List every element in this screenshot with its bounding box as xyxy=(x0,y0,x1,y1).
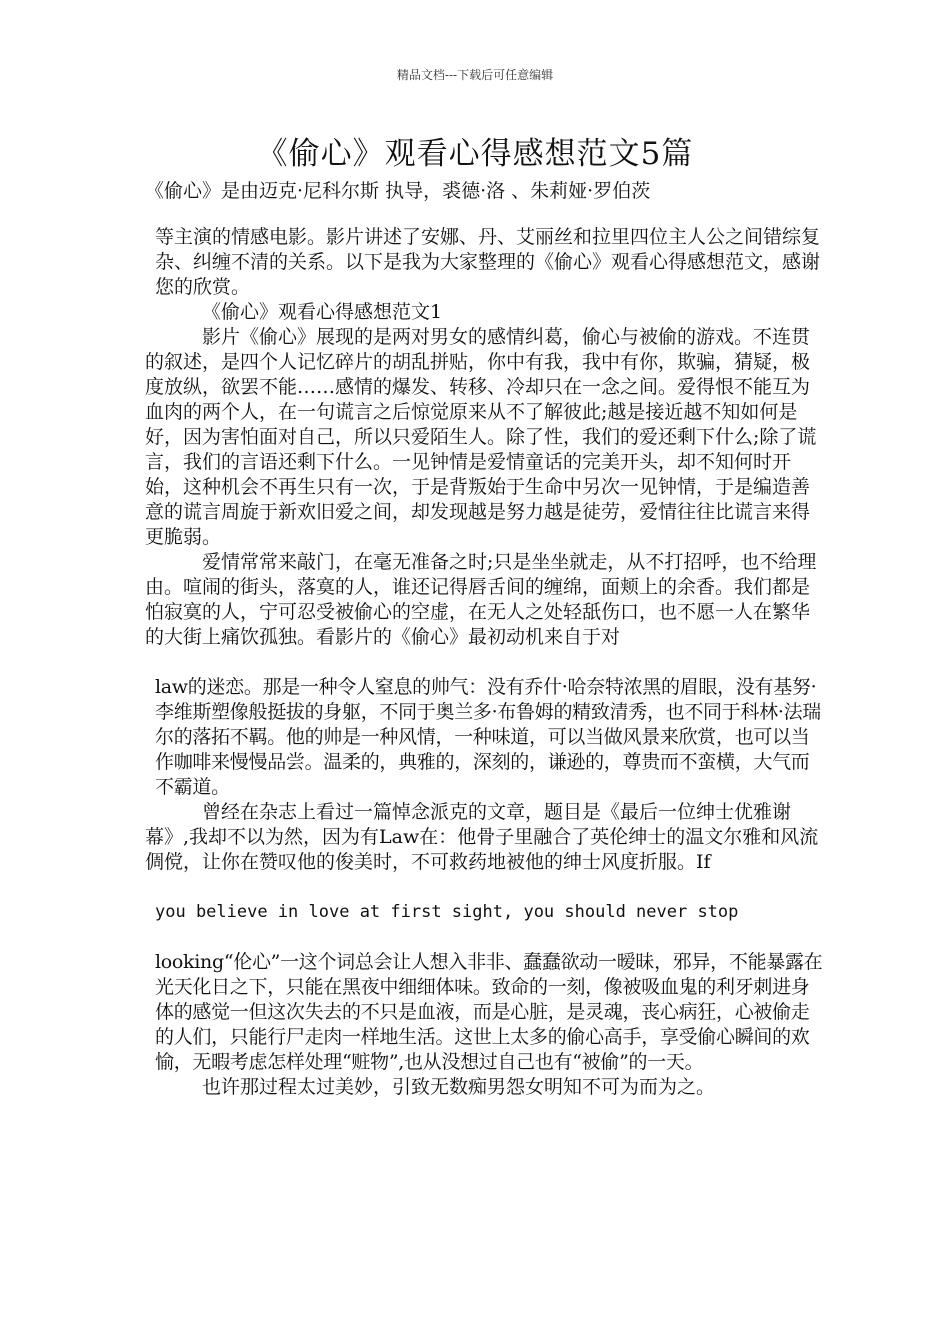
section-heading: 《偷心》观看心得感想范文1 xyxy=(202,301,443,323)
document-body xyxy=(145,225,825,1100)
page-header: 精品文档---下载后可任意编辑 xyxy=(396,68,554,82)
body-paragraph: looking“伦心”一这个词总会让人想入非非、蠢蠢欲动一暧昧，邪异，不能暴露在光天化日之下，只能在黑夜中细细体味。致命的一刻，像被吸血鬼的利牙刺进身体的感觉一但这次失去的不只是血液，而是心脏，是灵魂，丧心病狂，心被偷走的人们，只能行尸走肉一样地生活。这世上太多的偷心高手，享受偷心瞬间的欢愉，无暇考虑怎样处理“赃物”,也从没想过自己也有“被偷”的一天。 xyxy=(155,951,823,1073)
document-title: 《偷心》观看心得感想范文5篇 xyxy=(256,136,694,172)
body-paragraph: 爱情常常来敲门，在毫无准备之时;只是坐坐就走，从不打招呼，也不给理由。喧闹的街头，落寞的人，谁还记得唇舌间的缠绵，面颊上的余香。我们都是怕寂寞的人，宁可忍受被偷心的空虚，在无人之处轻舐伤口，也不愿一人在繁华的大街上痛饮孤独。看影片的《偷心》最初动机来自于对 xyxy=(145,551,817,648)
intro-paragraph: 等主演的情感电影。影片讲述了安娜、丹、艾丽丝和拉里四位主人公之间错综复杂、纠缠不清的关系。以下是我为大家整理的《偷心》观看心得感想范文，感谢您的欣赏。 xyxy=(155,226,821,298)
document-subtitle: 《偷心》是由迈克·尼科尔斯 执导，裘德·洛 、朱莉娅·罗伯茨 xyxy=(145,180,651,202)
body-paragraph: 曾经在杂志上看过一篇悼念派克的文章，题目是《最后一位绅士优雅谢幕》,我却不以为然，因为有Law在：他骨子里融合了英伦绅士的温文尔雅和风流倜傥，让你在赞叹他的俊美时，不可救药地被他的绅士风度折服。If xyxy=(145,801,819,873)
english-quote-line: you believe in love at first sight, you should never stop xyxy=(155,902,739,922)
body-paragraph: law的迷恋。那是一种令人窒息的帅气：没有乔什·哈奈特浓黑的眉眼，没有基努·李维斯塑像般挺拔的身躯，不同于奥兰多·布鲁姆的精致清秀，也不同于科林·法瑞尔的落拓不羁。他的帅是一种风情，一种味道，可以当做风景来欣赏，也可以当作咖啡来慢慢品尝。温柔的，典雅的，深刻的，谦逊的，尊贵而不蛮横，大气而不霸道。 xyxy=(155,676,821,798)
body-paragraph: 影片《偷心》展现的是两对男女的感情纠葛，偷心与被偷的游戏。不连贯的叙述，是四个人记忆碎片的胡乱拼贴，你中有我，我中有你，欺骗，猜疑，极度放纵，欲罢不能……感情的爆发、转移、冷却只在一念之间。爱得恨不能互为血肉的两个人，在一句谎言之后惊觉原来从不了解彼此;越是接近越不知如何是好，因为害怕面对自己，所以只爱陌生人。除了性，我们的爱还剩下什么;除了谎言，我们的言语还剩下什么。一见钟情是爱情童话的完美开头，却不知何时开始，这种机会不再生只有一次，于是背叛始于生命中另次一见钟情，于是编造善意的谎言周旋于新欢旧爱之间，却发现越是努力越是徒劳，爱情往往比谎言来得更脆弱。 xyxy=(145,326,817,548)
body-paragraph: 也许那过程太过美妙，引致无数痴男怨女明知不可为而为之。 xyxy=(202,1076,716,1098)
